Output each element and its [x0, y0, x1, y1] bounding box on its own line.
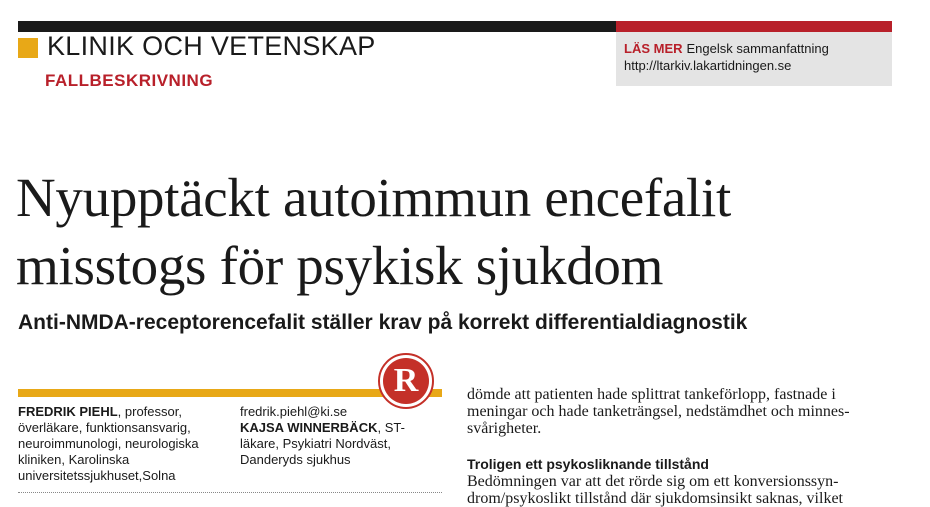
body-text-line: meningar och hade tanketrängsel, nedstämdhet och minnes-: [467, 403, 850, 420]
headline-line-2: misstogs för psykisk sjukdom: [16, 235, 664, 296]
top-rule-red: [616, 21, 892, 32]
author-name: FREDRIK PIEHL: [18, 404, 118, 419]
body-subheading: Troligen ett psykosliknande tillstånd: [467, 456, 709, 472]
read-more-label: LÄS MER: [624, 41, 683, 56]
article-rubric: FALLBESKRIVNING: [45, 71, 214, 90]
reviewed-badge-letter: R: [393, 362, 419, 399]
author-description: , ST-läkare, Psykiatri Nordväst, Danderyds sjukhus: [240, 420, 405, 467]
author-name: KAJSA WINNERBÄCK: [240, 420, 378, 435]
author-divider: [18, 492, 442, 493]
read-more-url[interactable]: http://ltarkiv.lakartidningen.se: [624, 58, 792, 73]
article-subtitle: Anti-NMDA-receptorencefalit ställer krav på korrekt differentialdiagnostik: [18, 311, 748, 334]
author-block-2: [240, 404, 440, 468]
author-description: , professor, överläkare, funktionsansvarig, neuroimmunologi, neurologiska kliniken, Karolinska universitetssjukhuset,Solna: [18, 404, 199, 483]
read-more-line: [624, 41, 829, 56]
section-title: KLINIK OCH VETENSKAP: [47, 31, 376, 61]
read-more-text: Engelsk sammanfattning: [686, 41, 829, 56]
body-text-line: dömde att patienten hade splittrat tankeförlopp, fastnade i: [467, 386, 836, 403]
author-block-1: [18, 404, 223, 484]
section-marker-square: [18, 38, 38, 58]
author-rule: [18, 389, 442, 397]
body-text-line: drom/psykoslikt tillstånd där sjukdomsinsikt saknas, vilket: [467, 490, 843, 507]
body-text-line: Bedömningen var att det rörde sig om ett konversionssyn-: [467, 473, 839, 490]
body-text-line: svårigheter.: [467, 420, 542, 437]
author-email[interactable]: fredrik.piehl@ki.se: [240, 404, 348, 419]
headline-line-1: Nyupptäckt autoimmun encefalit: [16, 167, 731, 228]
